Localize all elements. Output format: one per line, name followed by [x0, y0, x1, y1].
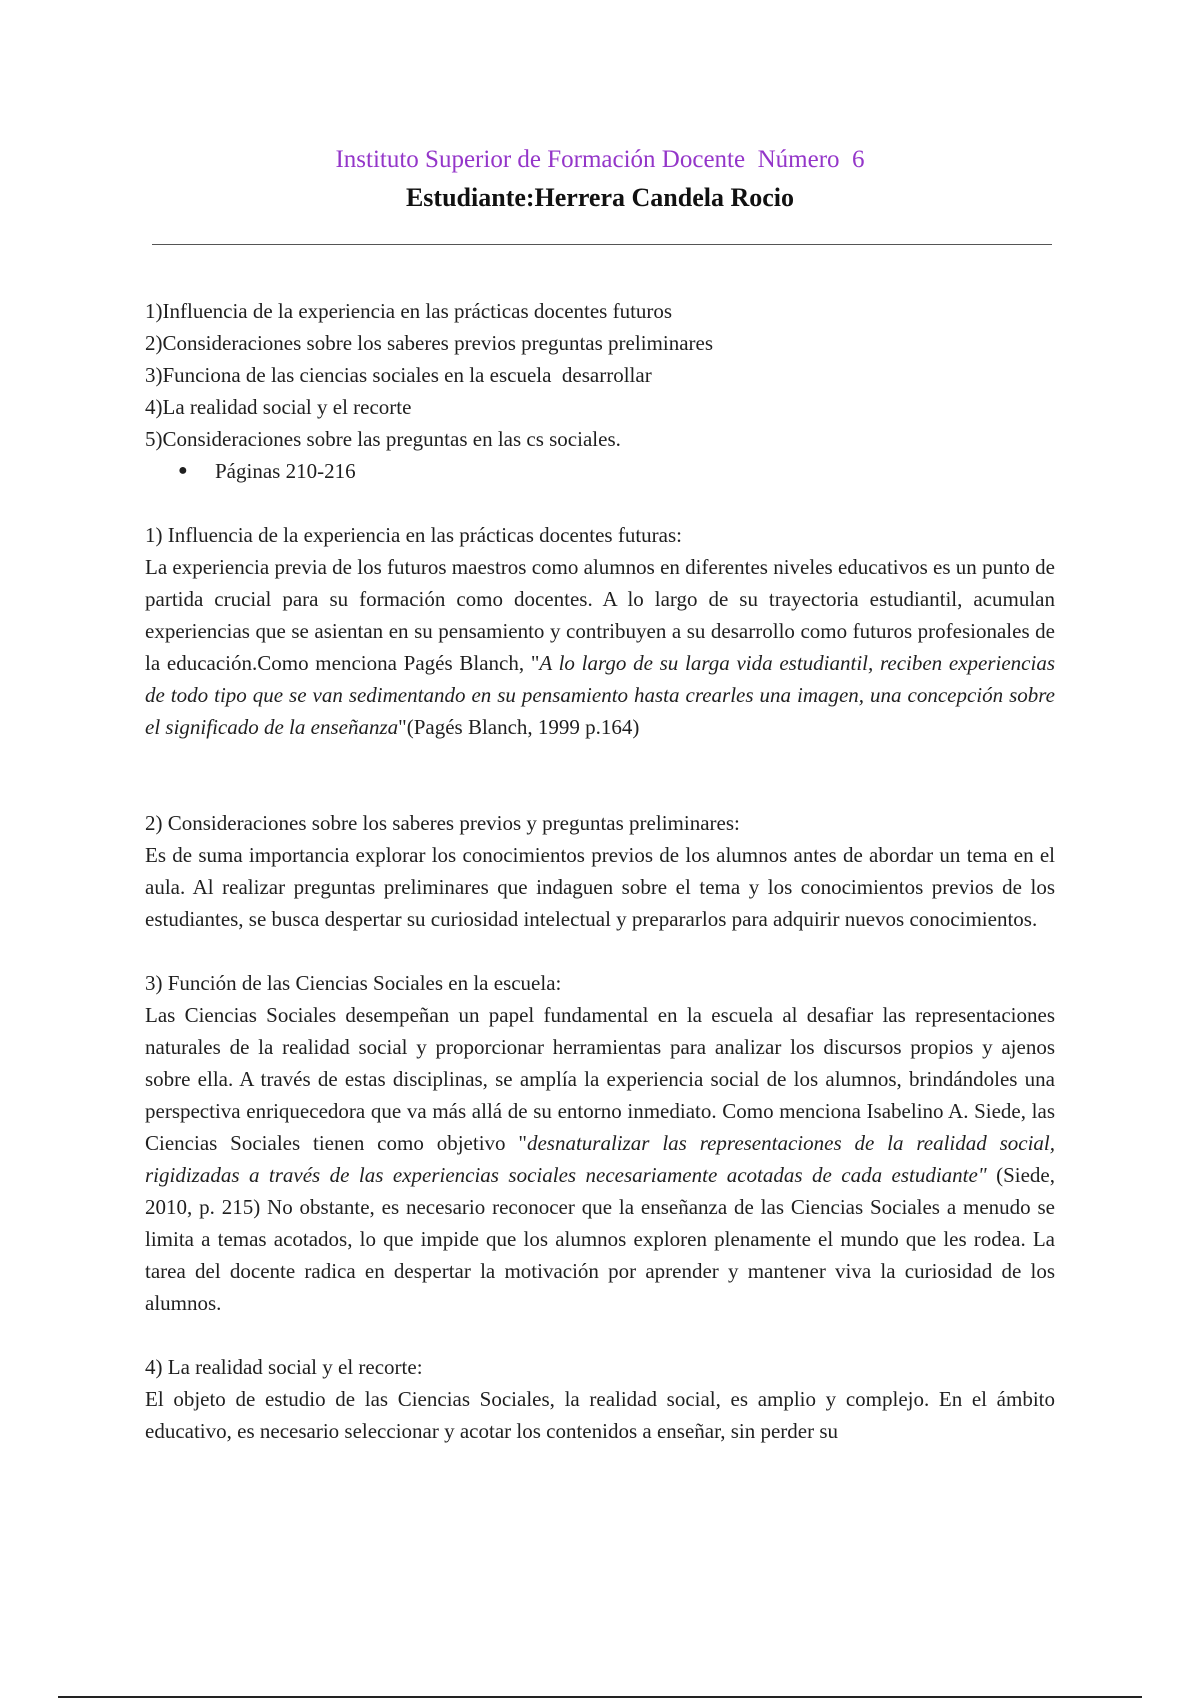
- section-paragraph: [145, 999, 1055, 1319]
- section-paragraph: Es de suma importancia explorar los conocimientos previos de los alumnos antes de abordar un tema en el aula. Al realizar preguntas preliminares que indaguen sobre el tema y los conocimientos previos de los estudiantes, se busca despertar su curiosidad intelectual y prepararlos para adquirir nuevos conocimientos.: [145, 843, 1055, 931]
- section-heading: 1) Influencia de la experiencia en las prácticas docentes futuras:: [145, 523, 682, 547]
- quote-text: desnaturalizar las representaciones de la realidad social, rigidizadas a través de las experiencias sociales necesariamente acotadas de cada estudiante": [145, 1131, 1056, 1187]
- bullet-icon: ●: [178, 462, 188, 479]
- toc-item: 3)Funciona de las ciencias sociales en la escuela desarrollar: [145, 363, 652, 387]
- section-2: [145, 807, 1055, 935]
- document-body: [145, 295, 1055, 1447]
- section-paragraph: El objeto de estudio de las Ciencias Sociales, la realidad social, es amplio y complejo. En el ámbito educativo, es necesario seleccionar y acotar los contenidos a enseñar, sin perder su: [145, 1387, 1055, 1443]
- section-3: [145, 967, 1055, 1319]
- toc-item: 4)La realidad social y el recorte: [145, 395, 412, 419]
- section-heading: 3) Función de las Ciencias Sociales en la escuela:: [145, 971, 562, 995]
- toc-bullet-list: [145, 455, 1055, 487]
- paragraph-text: (Siede, 2010, p. 215) No obstante, es necesario reconocer que la enseñanza de las Ciencias Sociales a menudo se limita a temas acotados, lo que impide que los alumnos exploren plenamente el mundo que les rodea. La tarea del docente radica en despertar la motivación por aprender y mantener viva la curiosidad de los alumnos.: [145, 1163, 1055, 1315]
- institute-title: Instituto Superior de Formación Docente Número 6: [335, 146, 865, 173]
- student-name: Estudiante:Herrera Candela Rocio: [405, 183, 795, 212]
- pages-range: Páginas 210-216: [215, 459, 356, 483]
- paragraph-text: Las Ciencias Sociales desempeñan un papel fundamental en la escuela al desafiar las representaciones naturales de la realidad social y proporcionar herramientas para analizar los discursos propios y ajenos sobre ella. A través de estas disciplinas, se amplía la experiencia social de los alumnos, brindándoles una perspectiva enriquecedora que va más allá de su entorno inmediato. Como menciona Isabelino A. Siede, las Ciencias Sociales tienen como objetivo ": [145, 1003, 1055, 1155]
- paragraph-text: La experiencia previa de los futuros maestros como alumnos en diferentes niveles educativos es un punto de partida crucial para su formación como docentes. A lo largo de su trayectoria estudiantil, acumulan experiencias que se asientan en su pensamiento y contribuyen a su desarrollo como futuros profesionales de la educación.Como menciona Pagés Blanch, ": [145, 555, 1055, 675]
- quote-text: A lo largo de su larga vida estudiantil, reciben experiencias de todo tipo que se van sedimentando en su pensamiento hasta crearles una imagen, una concepción sobre el significado de la enseñanza: [145, 651, 1056, 739]
- header-divider: [152, 244, 1052, 245]
- section-paragraph: [145, 551, 1055, 743]
- toc-bullet-item: [178, 455, 1055, 487]
- toc-item: 1)Influencia de la experiencia en las prácticas docentes futuros: [145, 299, 673, 323]
- toc-item: 2)Consideraciones sobre los saberes previos preguntas preliminares: [145, 331, 714, 355]
- toc-item: 5)Consideraciones sobre las preguntas en las cs sociales.: [145, 427, 621, 451]
- section-4: [145, 1351, 1055, 1447]
- citation-text: "(Pagés Blanch, 1999 p.164): [398, 715, 640, 739]
- section-heading: 2) Consideraciones sobre los saberes previos y preguntas preliminares:: [145, 811, 740, 835]
- section-1: [145, 519, 1055, 743]
- table-of-contents: [145, 295, 1055, 487]
- page-bottom-rule: [58, 1696, 1142, 1698]
- section-heading: 4) La realidad social y el recorte:: [145, 1355, 423, 1379]
